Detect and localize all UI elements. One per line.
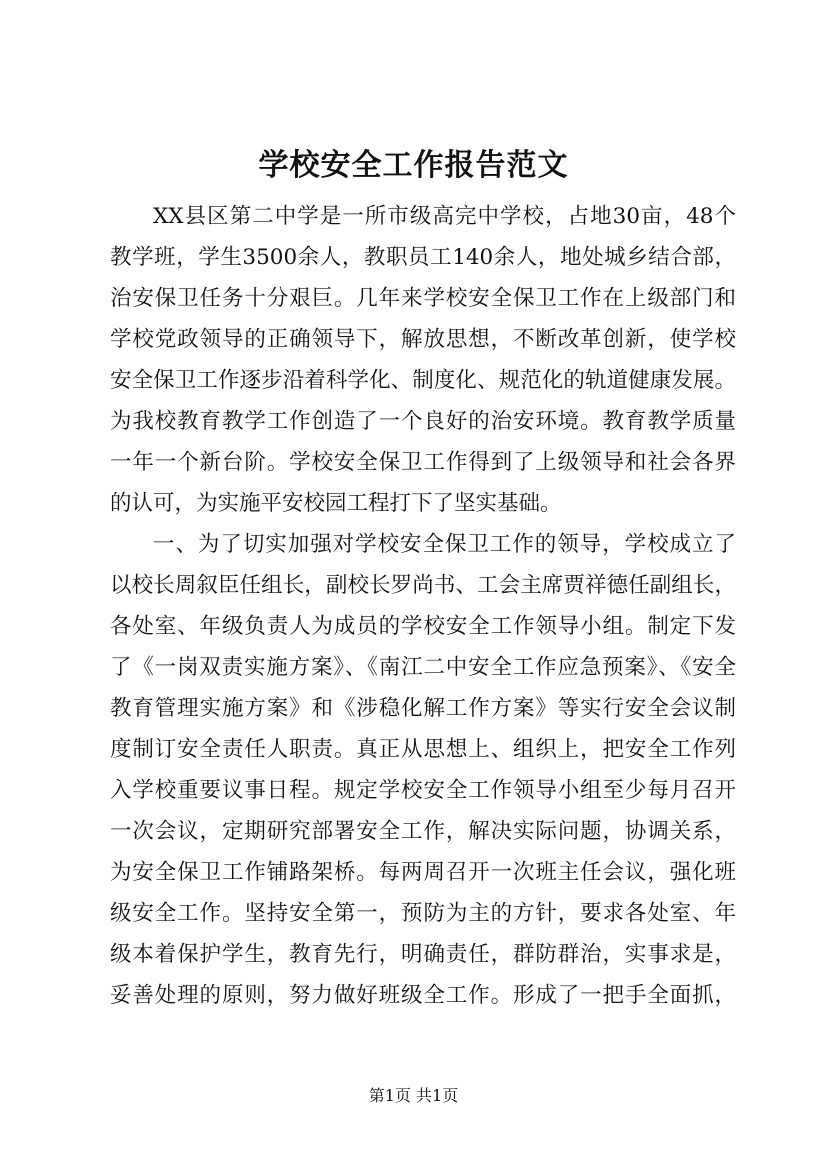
page-number: 第1页 共1页 [368, 1086, 459, 1105]
paragraph-2-line: 入学校重要议事日程。规定学校安全工作领导小组至少每月召开 [110, 778, 736, 803]
paragraph-2-line: 各处室、年级负责人为成员的学校安全工作领导小组。制定下发 [110, 614, 736, 639]
paragraph-2-line: 妥善处理的原则，努力做好班级全工作。形成了一把手全面抓， [110, 983, 736, 1008]
paragraph-2-line: 了《一岗双责实施方案》、《南江二中安全工作应急预案》、《安全 [110, 655, 736, 680]
paragraph-2-line: 度制订安全责任人职责。真正从思想上、组织上，把安全工作列 [110, 737, 736, 762]
paragraph-2-line: 级本着保护学生，教育先行，明确责任，群防群治，实事求是， [110, 942, 736, 967]
paragraph-2-line: 级安全工作。坚持安全第一，预防为主的方针，要求各处室、年 [110, 901, 736, 926]
paragraph-1-line: 为我校教育教学工作创造了一个良好的治安环境。教育教学质量 [110, 409, 736, 434]
paragraph-2-line: 一次会议，定期研究部署安全工作，解决实际问题，协调关系， [110, 819, 736, 844]
paragraph-2-line: 为安全保卫工作铺路架桥。每两周召开一次班主任会议，强化班 [110, 860, 736, 885]
document-title: 学校安全工作报告范文 [258, 148, 569, 183]
paragraph-2-line: 一、为了切实加强对学校安全保卫工作的领导，学校成立了 [153, 532, 736, 557]
paragraph-1-line: 教学班，学生3500余人，教职员工140余人，地处城乡结合部， [110, 245, 736, 270]
document-body [110, 196, 736, 1016]
paragraph-2-line: 以校长周叙臣任组长，副校长罗尚书、工会主席贾祥德任副组长， [110, 573, 736, 598]
paragraph-1-line: 一年一个新台阶。学校安全保卫工作得到了上级领导和社会各界 [110, 450, 736, 475]
paragraph-1-line: 学校党政领导的正确领导下，解放思想，不断改革创新，使学校 [110, 327, 736, 352]
paragraph-1-line: 治安保卫任务十分艰巨。几年来学校安全保卫工作在上级部门和 [110, 286, 736, 311]
paragraph-1-line: 安全保卫工作逐步沿着科学化、制度化、规范化的轨道健康发展。 [110, 368, 736, 393]
paragraph-1-line: 的认可，为实施平安校园工程打下了坚实基础。 [110, 491, 562, 516]
paragraph-1-line: XX县区第二中学是一所市级高完中学校，占地30亩，48个 [153, 204, 736, 229]
paragraph-2-line: 教育管理实施方案》和《涉稳化解工作方案》等实行安全会议制 [110, 696, 736, 721]
